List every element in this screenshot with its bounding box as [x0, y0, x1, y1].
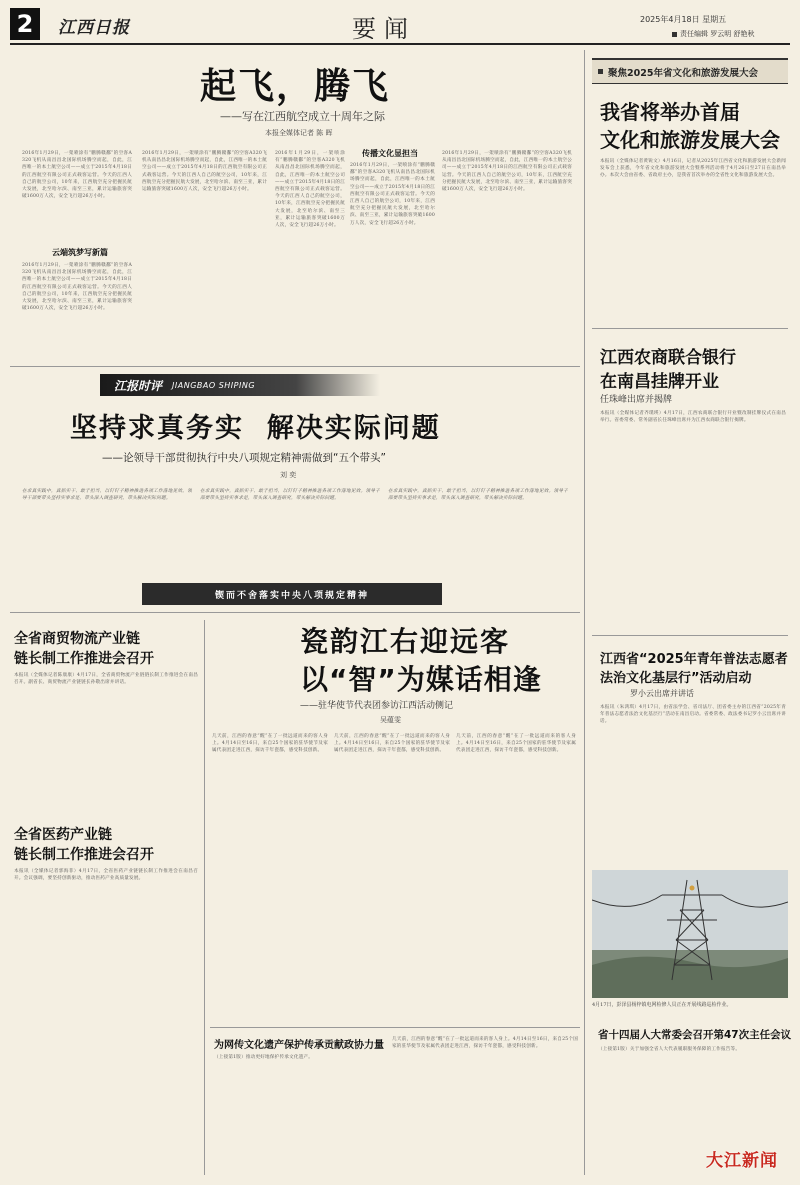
- lead-col-1: 2016年1月29日，一架喷涂有“鹏腾赣鄱”的空客A320飞机从南昌昌北国际机场腾空而起，自此，江西唯一的本土航空公司——成立于2015年4月18日的江西航空有限公司正式载客运营。今天的江西人自己的航空公司，10年来，江西航空充分把握民航大发展，北至哈尔滨、南至三亚，累计运输旅客突破1600万人次，安全飞行超26万小时。: [22, 151, 132, 200]
- commentary-top-rule: [10, 366, 580, 367]
- column-divider: [584, 50, 585, 1175]
- right-title-1a: 我省将举办首届: [600, 100, 740, 124]
- feature-byline: 吴蕴雯: [380, 716, 401, 724]
- left-title-2b: 链长制工作推进会召开: [14, 847, 154, 863]
- right-title-3a: 江西省“2025年青年普法志愿者: [600, 652, 788, 667]
- lead-col-3: 2016年1月29日，一架喷涂有“鹏腾赣鄱”的空客A320飞机从南昌昌北国际机场腾空而起，自此，江西唯一的本土航空公司——成立于2015年4月18日的江西航空有限公司正式载客运营。今天的江西人自己的航空公司，10年来，江西航空充分把握民航大发展，北至哈尔滨、南至三亚，累计运输旅客突破1600万人次，安全飞行超26万小时。: [275, 151, 345, 229]
- right-banner-text: 聚焦2025年省文化和旅游发展大会: [608, 67, 758, 79]
- lead-col-2: 2016年1月29日，一架喷涂有“鹏腾赣鄱”的空客A320飞机从南昌昌北国际机场腾空而起，自此，江西唯一的本土航空公司——成立于2015年4月18日的江西航空有限公司正式载客运营。今天的江西人自己的航空公司，10年来，江西航空充分把握民航大发展，北至哈尔滨、南至三亚，累计运输旅客突破1600万人次，安全飞行超26万小时。: [142, 151, 267, 193]
- commentary-byline: 刘 奕: [280, 471, 297, 479]
- editors-line: [672, 29, 754, 39]
- left-title-1a: 全省商贸物流产业链: [14, 631, 140, 647]
- masthead-rule: [10, 43, 790, 45]
- commentary-banner-text: 锲而不舍落实中央八项规定精神: [214, 590, 369, 601]
- lead-subhead-2: 传播文化显担当: [362, 149, 418, 158]
- right-title-4: 省十四届人大常委会召开第47次主任会议: [598, 1029, 792, 1041]
- feature-title-1: 瓷韵江右迎远客: [300, 625, 511, 658]
- commentary-bottom-rule: [10, 612, 580, 613]
- commentary-title: 坚持求真务实 解决实际问题: [70, 413, 441, 444]
- section-title: 要闻: [352, 15, 416, 43]
- page-number-box: [10, 8, 40, 40]
- right-sub-2: 任珠峰出席并揭牌: [600, 395, 673, 405]
- photo-caption: 4月17日，彭泽县杨梓镇电网检修人员正在开展线路巡检作业。: [592, 1002, 732, 1008]
- feature-subtitle: ——驻华使节代表团参访江西活动侧记: [300, 701, 454, 711]
- photo-power-line: [592, 870, 788, 998]
- right-divider-1: [592, 328, 788, 329]
- commentary-subtitle: ——论领导干部贯彻执行中央八项规定精神需做到“五个带头”: [102, 452, 386, 464]
- left-divider: [204, 620, 205, 1175]
- commentary-logo-en: JIANGBAO SHIPING: [172, 380, 256, 390]
- left-body-1: 本报讯（全媒体记者陈康康）4月17日，全省商贸物流产业链链长制工作推进会在南昌召开。副省长、商贸物流产业链链长孙敬出席并讲话。: [14, 673, 198, 686]
- right-divider-2: [592, 635, 788, 636]
- left-title-1b: 链长制工作推进会召开: [14, 651, 154, 667]
- right-sub-3: 罗小云出席并讲话: [630, 689, 694, 698]
- right-body-2: 本报讯（全媒体记者齐璞瑛）4月17日，江西农商联合银行开业暨改制挂牌仪式在南昌举行。省委常委、常务副省长任珠峰出席并为江西农商联合银行揭牌。: [600, 411, 786, 424]
- bottom-divider: [210, 1027, 580, 1028]
- left-title-2a: 全省医药产业链: [14, 827, 112, 843]
- right-title-2b: 在南昌挂牌开业: [600, 372, 719, 392]
- watermark: 大江新闻: [706, 1151, 778, 1171]
- bottom-body-2: 几天前，江西的春意“醒”在了一批远道而来的客人身上。4月14日至16日，来自25个国家的驻华使节及家属代表团走进江西，探访千年瓷都，感受科技创新。: [392, 1037, 578, 1050]
- right-body-4: （上接第1版）关于加强全省人大代表履职服务保障的工作报告等。: [598, 1047, 741, 1052]
- page-number: 2: [16, 10, 34, 38]
- right-body-1: 本报讯（全媒体记者黄锐文）4月16日，记者从2025年江西省文化和旅游发展大会新闻发布会上获悉，今年省文化和旅游发展大会暨系列活动将于4月26日至27日在南昌举办。本次大会由省委、省政府主办，是我省首次举办的全省性文化和旅游发展大会。: [600, 159, 786, 179]
- banner-icon: [598, 69, 603, 74]
- square-icon: [672, 32, 677, 37]
- lead-col-4: 2016年1月29日，一架喷涂有“鹏腾赣鄱”的空客A320飞机从南昌昌北国际机场腾空而起，自此，江西唯一的本土航空公司——成立于2015年4月18日的江西航空有限公司正式载客运营。今天的江西人自己的航空公司，10年来，江西航空充分把握民航大发展，北至哈尔滨、南至三亚，累计运输旅客突破1600万人次，安全飞行超26万小时。: [350, 163, 435, 226]
- editors-text: 责任编辑 罗云明 舒艳秋: [680, 30, 755, 38]
- right-title-1b: 文化和旅游发展大会: [600, 128, 780, 152]
- feature-title-2: 以“智”为媒话相逢: [300, 663, 542, 696]
- lead-col-1b: 2016年1月29日，一架喷涂有“鹏腾赣鄱”的空客A320飞机从南昌昌北国际机场腾空而起，自此，江西唯一的本土航空公司——成立于2015年4月18日的江西航空有限公司正式载客运营。今天的江西人自己的航空公司，10年来，江西航空充分把握民航大发展，北至哈尔滨、南至三亚，累计运输旅客突破1600万人次，安全飞行超26万小时。: [22, 263, 132, 312]
- right-banner: [592, 58, 788, 84]
- commentary-logo-cn: 江报时评: [114, 378, 163, 393]
- commentary-col-2: 在求真实践中，真抓实干、敢于担当，以钉钉子精神推进各项工作落地见效。领导干部要带头坚持实事求是，带头深入调查研究，带头解决实际问题。: [200, 489, 380, 502]
- right-title-2a: 江西农商联合银行: [600, 348, 736, 368]
- lead-title: 起飞，腾飞: [200, 66, 391, 107]
- lead-col-5: 2016年1月29日，一架喷涂有“鹏腾赣鄱”的空客A320飞机从南昌昌北国际机场腾空而起，自此，江西唯一的本土航空公司——成立于2015年4月18日的江西航空有限公司正式载客运营。今天的江西人自己的航空公司，10年来，江西航空充分把握民航大发展，北至哈尔滨、南至三亚，累计运输旅客突破1600万人次，安全飞行超26万小时。: [442, 151, 572, 193]
- commentary-logo: [100, 374, 380, 396]
- feature-col-1: 几天前，江西的春意“醒”在了一批远道而来的客人身上。4月14日至16日，来自25个国家的驻华使节及家属代表团走进江西，探访千年瓷都，感受科技创新。: [212, 734, 328, 754]
- commentary-banner: [142, 583, 442, 605]
- feature-col-2: 几天前，江西的春意“醒”在了一批远道而来的客人身上。4月14日至16日，来自25个国家的驻华使节及家属代表团走进江西，探访千年瓷都，感受科技创新。: [334, 734, 450, 754]
- commentary-col-3: 在求真实践中，真抓实干、敢于担当，以钉钉子精神推进各项工作落地见效。领导干部要带头坚持实事求是，带头深入调查研究，带头解决实际问题。: [388, 489, 568, 502]
- lead-byline: 本报全媒体记者 陈 晖: [265, 129, 333, 137]
- bottom-title-1: 为网传文化遗产保护传承贡献政协力量: [214, 1040, 384, 1051]
- bottom-body-1: （上接第1版）推动更好地保护传承文化遗产。: [214, 1055, 313, 1060]
- right-body-3: 本报讯（朱鸿琪）4月17日，由省法学会、省司法厅、团省委主办的江西省“2025年青年普法志愿者法治文化基层行”活动在南昌启动。省委常委、政法委书记罗小云出席并讲话。: [600, 705, 786, 725]
- issue-date: 2025年4月18日 星期五: [640, 15, 727, 24]
- feature-col-3: 几天前，江西的春意“醒”在了一批远道而来的客人身上。4月14日至16日，来自25个国家的驻华使节及家属代表团走进江西，探访千年瓷都，感受科技创新。: [456, 734, 576, 754]
- left-body-2: 本报讯（全媒体记者郭海菲）4月17日，全省医药产业链链长制工作推进会在南昌召开。会议强调，要坚持创新驱动，推动医药产业高质量发展。: [14, 869, 198, 882]
- lead-subtitle: ——写在江西航空成立十周年之际: [220, 110, 385, 123]
- right-title-3b: 法治文化基层行”活动启动: [600, 671, 752, 686]
- paper-logo: 江西日报: [58, 18, 130, 38]
- lead-subhead-1: 云端筑梦写新篇: [52, 248, 108, 257]
- commentary-col-1: 在求真实践中，真抓实干、敢于担当，以钉钉子精神推进各项工作落地见效。领导干部要带头坚持实事求是，带头深入调查研究，带头解决实际问题。: [22, 489, 192, 502]
- power-tower-illustration: [592, 870, 788, 998]
